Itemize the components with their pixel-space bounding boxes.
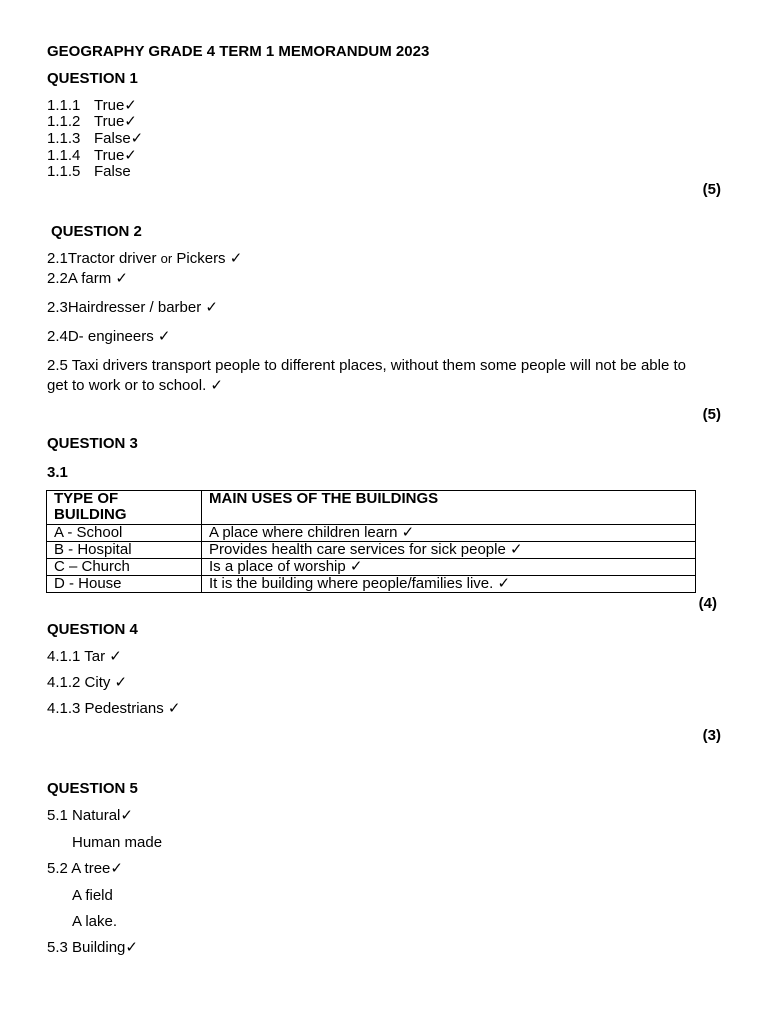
table-header-row xyxy=(47,491,696,525)
q2-answer-1-part: Pickers ✓ xyxy=(172,250,243,267)
q4-marks: (3) xyxy=(702,727,721,744)
question-3-subheading: 3.1 xyxy=(47,464,68,481)
q1-item xyxy=(47,97,137,114)
table-row xyxy=(47,559,696,576)
q2-answer-4: 2.4D- engineers ✓ xyxy=(47,328,171,345)
q2-answer-3: 2.3Hairdresser / barber ✓ xyxy=(47,299,218,316)
q1-item-answer: False✓ xyxy=(94,130,144,147)
buildings-table xyxy=(46,490,696,593)
q3-marks: (4) xyxy=(698,595,717,612)
table-header-cell: MAIN USES OF THE BUILDINGS xyxy=(202,491,696,525)
table-cell: Is a place of worship ✓ xyxy=(202,559,696,576)
table-header-cell: TYPE OF BUILDING xyxy=(47,491,202,525)
question-5-heading: QUESTION 5 xyxy=(47,780,138,797)
q1-item-answer: True✓ xyxy=(94,113,137,130)
q2-marks: (5) xyxy=(702,406,721,423)
q1-item-number: 1.1.2 xyxy=(47,113,81,130)
q5-answer-2: 5.2 A tree✓ xyxy=(47,860,123,877)
q1-item xyxy=(47,130,143,147)
table-row xyxy=(47,542,696,559)
q1-item-number: 1.1.5 xyxy=(47,163,81,180)
q1-item-answer: True✓ xyxy=(94,147,137,164)
q1-item xyxy=(47,113,137,130)
q2-answer-1 xyxy=(47,250,242,267)
q1-marks: (5) xyxy=(702,181,721,198)
q1-item-answer: True✓ xyxy=(94,97,137,114)
table-row xyxy=(47,525,696,542)
q5-answer-2-alternative: A lake. xyxy=(72,913,118,930)
q2-answer-2: 2.2A farm ✓ xyxy=(47,270,128,287)
q5-answer-1: 5.1 Natural✓ xyxy=(47,807,133,824)
q1-item xyxy=(47,147,137,164)
table-cell: Provides health care services for sick people ✓ xyxy=(202,542,696,559)
table-cell: A place where children learn ✓ xyxy=(202,525,696,542)
table-row xyxy=(47,576,696,593)
q4-answer: 4.1.1 Tar ✓ xyxy=(47,648,122,665)
q1-item-number: 1.1.3 xyxy=(47,130,81,147)
q1-item-number: 1.1.1 xyxy=(47,97,81,114)
q4-answer: 4.1.2 City ✓ xyxy=(47,674,128,691)
table-cell: It is the building where people/families live. ✓ xyxy=(202,576,696,593)
page-title: GEOGRAPHY GRADE 4 TERM 1 MEMORANDUM 2023 xyxy=(47,43,430,60)
q5-answer-1-alternative: Human made xyxy=(72,834,163,851)
question-3-heading: QUESTION 3 xyxy=(47,435,138,452)
q2-answer-1-part: 2.1Tractor driver xyxy=(47,250,161,267)
question-4-heading: QUESTION 4 xyxy=(47,621,138,638)
q1-item-number: 1.1.4 xyxy=(47,147,81,164)
question-2-heading: QUESTION 2 xyxy=(51,223,142,240)
q5-answer-2-alternative: A field xyxy=(72,887,113,904)
table-cell: A - School xyxy=(47,525,202,542)
q1-item xyxy=(47,163,131,180)
q2-answer-5-line-1: 2.5 Taxi drivers transport people to different places, without them some people will not be able to xyxy=(47,357,686,374)
table-cell: B - Hospital xyxy=(47,542,202,559)
q2-answer-5-line-2: get to work or to school. ✓ xyxy=(47,377,223,394)
q4-answer: 4.1.3 Pedestrians ✓ xyxy=(47,700,181,717)
table-cell: D - House xyxy=(47,576,202,593)
q2-answer-1-or: or xyxy=(160,251,173,266)
table-cell: C – Church xyxy=(47,559,202,576)
q1-item-answer: False xyxy=(94,163,131,180)
q5-answer-3: 5.3 Building✓ xyxy=(47,939,138,956)
question-1-heading: QUESTION 1 xyxy=(47,70,138,87)
